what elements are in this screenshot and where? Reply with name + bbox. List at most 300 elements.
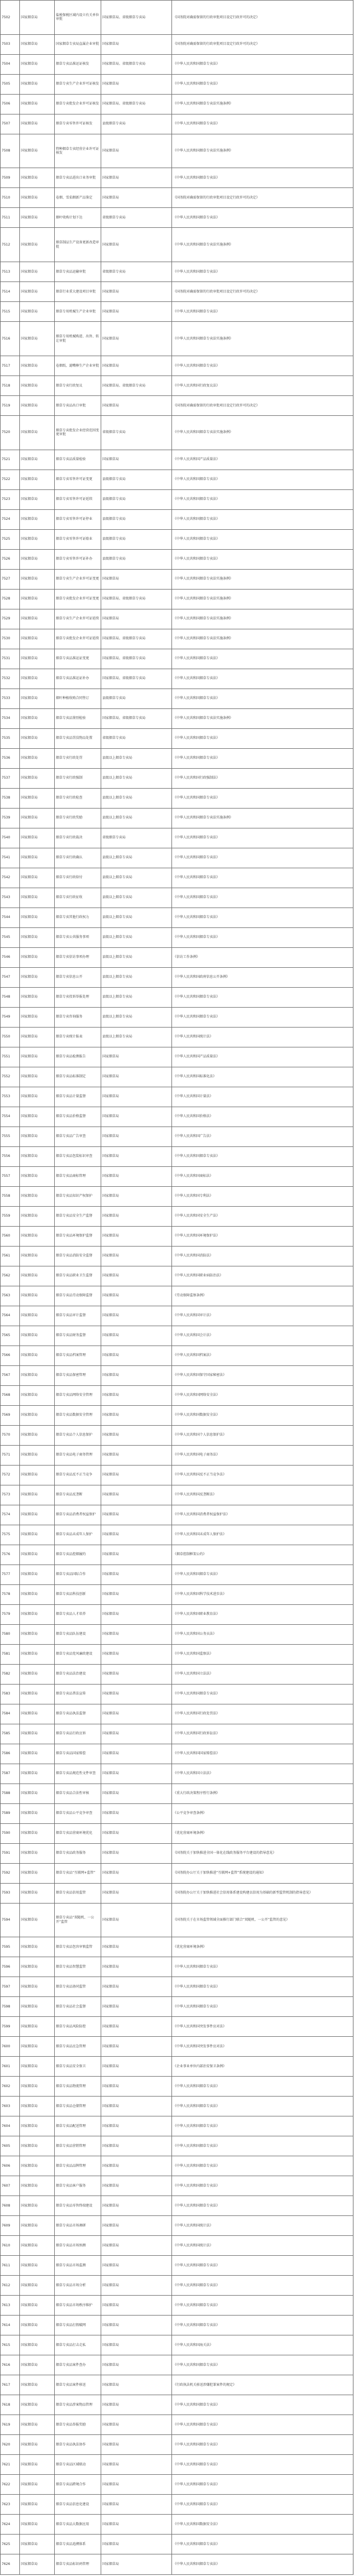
legal-basis-cell: 《中华人民共和国烟草专卖法》 [172, 2535, 353, 2554]
items-table-body [1, 1, 353, 2575]
table-row [1, 888, 353, 908]
item-name-cell: 烟草专卖品知识产权保护 [55, 1186, 101, 1206]
table-row [1, 1863, 353, 1883]
legal-basis-cell: 《中华人民共和国烟草专卖法》 [172, 489, 353, 509]
table-row [1, 1425, 353, 1445]
table-row [1, 1957, 353, 1977]
implementing-agency-cell: 国家烟草局 [101, 2276, 172, 2296]
item-name-cell: 烟草专卖行政确认 [55, 848, 101, 868]
item-number-cell: 7526 [1, 549, 20, 569]
item-name-cell: 烟草专卖品个人信息保护 [55, 1425, 101, 1445]
department-cell: 国家烟草局 [20, 708, 55, 728]
implementing-agency-cell: 国家烟草局 [101, 1505, 172, 1525]
item-name-cell: 烟草专卖品涉案物品管理 [55, 2395, 101, 2415]
table-row [1, 768, 353, 788]
item-name-cell: 烟草专卖品大数据应用 [55, 2515, 101, 2535]
department-cell: 国家烟草局 [20, 2256, 55, 2276]
implementing-agency-cell: 国家烟草局 [101, 1067, 172, 1087]
table-row [1, 2156, 353, 2176]
implementing-agency-cell: 县级以上烟草专卖局 [101, 1027, 172, 1047]
implementing-agency-cell: 县级烟草专卖局 [101, 529, 172, 549]
legal-basis-cell: 《中华人民共和国反不正当竞争法》 [172, 1465, 353, 1485]
implementing-agency-cell: 国家烟草局、省级烟草专卖局 [101, 1, 172, 35]
department-cell: 国家烟草局 [20, 2515, 55, 2535]
legal-basis-cell: 《中华人民共和国烟草专卖法》 [172, 470, 353, 489]
department-cell: 国家烟草局 [20, 1146, 55, 1166]
legal-basis-cell: 《重大行政决策程序暂行条例》 [172, 1784, 353, 1803]
department-cell: 国家烟草局 [20, 2335, 55, 2355]
implementing-agency-cell: 国家烟草局 [101, 569, 172, 589]
department-cell: 国家烟草局 [20, 74, 55, 94]
item-number-cell: 7537 [1, 768, 20, 788]
item-name-cell: 烟草专卖品队伍建设 [55, 1624, 101, 1644]
legal-basis-cell: 《中华人民共和国烟草专卖法》 [172, 868, 353, 888]
department-cell: 国家烟草局 [20, 1784, 55, 1803]
department-cell: 国家烟草局 [20, 282, 55, 302]
item-name-cell: 烟草专卖品“双随机、一公开”监管 [55, 1903, 101, 1937]
implementing-agency-cell: 国家烟草局 [101, 1385, 172, 1405]
table-row [1, 549, 353, 569]
implementing-agency-cell: 国家烟草局 [101, 356, 172, 376]
implementing-agency-cell: 国家烟草局 [101, 1445, 172, 1465]
item-number-cell: 7607 [1, 2176, 20, 2196]
item-name-cell: 盐税保税区域内设立有关单位审批 [55, 1, 101, 35]
item-name-cell: 烟草专卖品审计监督 [55, 1306, 101, 1326]
legal-basis-cell: 《中华人民共和国烟草专卖法》 [172, 1146, 353, 1166]
item-number-cell: 7564 [1, 1306, 20, 1326]
legal-basis-cell: 《中华人民共和国职业病防治法》 [172, 1266, 353, 1286]
item-name-cell: 烟草专卖品举报奖励 [55, 2415, 101, 2435]
item-name-cell: 烟草专卖品未成年人保护 [55, 1525, 101, 1545]
item-number-cell: 7519 [1, 395, 20, 415]
legal-basis-cell: 《中华人民共和国烟草专卖法实施条例》 [172, 134, 353, 168]
table-row [1, 1724, 353, 1744]
item-name-cell: 烟草专卖品财务监督 [55, 1326, 101, 1346]
item-name-cell: 烟草专卖品配送管理 [55, 2116, 101, 2136]
legal-basis-cell: 《行政执法机关移送涉嫌犯罪案件的规定》 [172, 2375, 353, 2395]
table-row [1, 2455, 353, 2475]
table-row [1, 2017, 353, 2037]
department-cell: 国家烟草局 [20, 262, 55, 282]
implementing-agency-cell: 国家烟草局 [101, 1565, 172, 1584]
department-cell: 国家烟草局 [20, 415, 55, 450]
table-row [1, 1977, 353, 1997]
legal-basis-cell: 《中华人民共和国反垄断法》 [172, 1485, 353, 1505]
legal-basis-cell: 《中华人民共和国烟草专卖法》 [172, 2176, 353, 2196]
item-number-cell: 7567 [1, 1365, 20, 1385]
item-number-cell: 7553 [1, 1087, 20, 1107]
item-name-cell: 烟草专卖品国际合作 [55, 1565, 101, 1584]
department-cell: 国家烟草局 [20, 2017, 55, 2037]
legal-basis-cell: 《中华人民共和国烟草专卖法》 [172, 2196, 353, 2216]
table-row [1, 1883, 353, 1903]
item-number-cell: 7503 [1, 34, 20, 54]
item-name-cell: 烟草专卖品应急管理 [55, 2037, 101, 2057]
legal-basis-cell: 《中华人民共和国烟草专卖法》 [172, 168, 353, 188]
table-row [1, 2335, 353, 2355]
item-name-cell: 烟草专卖品计量监督 [55, 1087, 101, 1107]
item-name-cell: 烟草专卖品信用监管 [55, 1883, 101, 1903]
table-row [1, 1525, 353, 1545]
table-row [1, 1903, 353, 1937]
item-number-cell: 7584 [1, 1704, 20, 1724]
table-row [1, 1684, 353, 1704]
department-cell: 国家烟草局 [20, 2276, 55, 2296]
legal-basis-cell: 《中华人民共和国烟草专卖法》 [172, 649, 353, 669]
legal-basis-cell: 《中华人民共和国烟草专卖法》 [172, 2554, 353, 2575]
legal-basis-cell: 《中华人民共和国烟草专卖法实施条例》 [172, 228, 353, 262]
table-row [1, 114, 353, 134]
implementing-agency-cell: 国家烟草局 [101, 1684, 172, 1704]
department-cell: 国家烟草局 [20, 1584, 55, 1604]
item-name-cell: 烟草专卖品案件移送 [55, 2375, 101, 2395]
item-name-cell: 烟草专卖品标识码管理 [55, 2554, 101, 2575]
table-row [1, 1146, 353, 1166]
implementing-agency-cell: 国家烟草局 [101, 2375, 172, 2395]
legal-basis-cell: 《中华人民共和国烟草专卖法》 [172, 2435, 353, 2455]
department-cell: 国家烟草局 [20, 1624, 55, 1644]
item-number-cell: 7549 [1, 1007, 20, 1027]
table-row [1, 1346, 353, 1365]
legal-basis-cell: 《中华人民共和国环境保护法》 [172, 1226, 353, 1246]
item-name-cell: 烟草专卖品职业卫生监督 [55, 1266, 101, 1286]
item-number-cell: 7587 [1, 1764, 20, 1784]
implementing-agency-cell: 国家烟草局 [101, 168, 172, 188]
implementing-agency-cell: 国家烟草局 [101, 2077, 172, 2097]
item-number-cell: 7555 [1, 1127, 20, 1146]
department-cell: 国家烟草局 [20, 188, 55, 208]
legal-basis-cell: 《中华人民共和国烟草专卖法》 [172, 2097, 353, 2116]
legal-basis-cell: 《中华人民共和国消防法》 [172, 1246, 353, 1266]
implementing-agency-cell: 国家烟草局 [101, 1206, 172, 1226]
legal-basis-cell: 《中华人民共和国计量法》 [172, 1087, 353, 1107]
legal-basis-cell: 《中华人民共和国烟草专卖法》 [172, 262, 353, 282]
implementing-agency-cell: 县级烟草专卖局 [101, 114, 172, 134]
implementing-agency-cell: 国家烟草局 [101, 302, 172, 322]
legal-basis-cell: 《中华人民共和国烟草专卖法》 [172, 1957, 353, 1977]
item-name-cell: 烟草专卖品安全生产监督 [55, 1206, 101, 1226]
legal-basis-cell: 《中华人民共和国烟草专卖法》 [172, 54, 353, 74]
item-name-cell: 烟草专卖信访事项办理 [55, 947, 101, 967]
legal-basis-cell: 《中华人民共和国保守国家秘密法》 [172, 1365, 353, 1385]
implementing-agency-cell: 国家烟草局 [101, 1843, 172, 1863]
legal-basis-cell: 《中华人民共和国统计法》 [172, 2236, 353, 2256]
item-name-cell: 烟草专卖品出口审批 [55, 395, 101, 415]
table-row [1, 1047, 353, 1067]
implementing-agency-cell: 国家烟草局、省级烟草专卖局 [101, 589, 172, 609]
department-cell: 国家烟草局 [20, 2156, 55, 2176]
item-number-cell: 7625 [1, 2535, 20, 2554]
item-number-cell: 7604 [1, 2116, 20, 2136]
item-number-cell: 7550 [1, 1027, 20, 1047]
department-cell: 国家烟草局 [20, 2116, 55, 2136]
implementing-agency-cell: 国家烟草局 [101, 1664, 172, 1684]
legal-basis-cell: 《中华人民共和国烟草专卖法》 [172, 1977, 353, 1997]
item-name-cell: 卷烟纸、滤嘴棒生产企业审批 [55, 356, 101, 376]
table-row [1, 450, 353, 470]
item-number-cell: 7571 [1, 1445, 20, 1465]
implementing-agency-cell: 县级以上烟草专卖局 [101, 748, 172, 768]
legal-basis-cell: 《中华人民共和国烟草专卖法》 [172, 114, 353, 134]
table-row [1, 1, 353, 35]
department-cell: 国家烟草局 [20, 54, 55, 74]
department-cell: 国家烟草局 [20, 2316, 55, 2335]
item-name-cell: 烟草专卖品国家赔偿 [55, 1744, 101, 1764]
implementing-agency-cell: 国家烟草局 [101, 1903, 172, 1937]
item-number-cell: 7609 [1, 2216, 20, 2236]
department-cell: 国家烟草局 [20, 470, 55, 489]
table-row [1, 728, 353, 748]
item-number-cell: 7512 [1, 228, 20, 262]
legal-basis-cell: 《中华人民共和国烟草专卖法实施条例》 [172, 415, 353, 450]
department-cell: 国家烟草局 [20, 2475, 55, 2495]
item-name-cell: 烟草专卖统计报表 [55, 1027, 101, 1047]
implementing-agency-cell: 省级烟草专卖局 [101, 415, 172, 450]
legal-basis-cell: 《中华人民共和国烟草专卖法》 [172, 2116, 353, 2136]
item-number-cell: 7539 [1, 808, 20, 828]
table-row [1, 1127, 353, 1146]
table-row [1, 1843, 353, 1863]
item-number-cell: 7560 [1, 1226, 20, 1246]
item-number-cell: 7588 [1, 1784, 20, 1803]
implementing-agency-cell: 国家烟草局 [101, 2216, 172, 2236]
legal-basis-cell: 《中华人民共和国烟草专卖法》 [172, 302, 353, 322]
item-name-cell: 烟草专卖品安全保卫 [55, 2057, 101, 2077]
department-cell: 国家烟草局 [20, 1684, 55, 1704]
department-cell: 国家烟草局 [20, 828, 55, 848]
implementing-agency-cell: 国家烟草局 [101, 1957, 172, 1977]
implementing-agency-cell: 国家烟草局 [101, 1286, 172, 1306]
legal-basis-cell: 《中华人民共和国烟草专卖法实施条例》 [172, 322, 353, 356]
item-name-cell: 烟草专卖品检测报告 [55, 1047, 101, 1067]
item-name-cell: 烟草制品生产设备更新改造审批 [55, 228, 101, 262]
item-number-cell: 7620 [1, 2435, 20, 2455]
legal-basis-cell: 《中华人民共和国未成年人保护法》 [172, 1525, 353, 1545]
item-name-cell: 烟草专卖品物流管理 [55, 2077, 101, 2097]
department-cell: 国家烟草局 [20, 569, 55, 589]
implementing-agency-cell: 国家烟草局 [101, 1346, 172, 1365]
department-cell: 国家烟草局 [20, 649, 55, 669]
legal-basis-cell: 《中华人民共和国烟草专卖法》 [172, 669, 353, 689]
legal-basis-cell: 《公平竞争审查条例》 [172, 1803, 353, 1823]
table-row [1, 2116, 353, 2136]
implementing-agency-cell: 国家烟草局 [101, 2335, 172, 2355]
item-number-cell: 7611 [1, 2256, 20, 2276]
legal-basis-cell: 《中华人民共和国烟草专卖法》 [172, 728, 353, 748]
item-number-cell: 7529 [1, 609, 20, 629]
table-row [1, 2355, 353, 2375]
item-name-cell: 烟草专卖品品牌管理 [55, 2156, 101, 2176]
legal-basis-cell: 《中华人民共和国烟草专卖法》 [172, 987, 353, 1007]
legal-basis-cell: 《中华人民共和国烟草专卖法》 [172, 927, 353, 947]
implementing-agency-cell: 县级烟草专卖局 [101, 689, 172, 708]
table-row [1, 1067, 353, 1087]
table-row [1, 302, 353, 322]
table-row [1, 2435, 353, 2455]
item-number-cell: 7572 [1, 1465, 20, 1485]
item-name-cell: 烟草专卖品保密管理 [55, 1365, 101, 1385]
department-cell: 国家烟草局 [20, 1186, 55, 1206]
item-name-cell: 烟草专卖品市场调研 [55, 2216, 101, 2236]
legal-basis-cell: 《中华人民共和国烟草专卖法》 [172, 2296, 353, 2316]
table-row [1, 1604, 353, 1624]
department-cell: 国家烟草局 [20, 1664, 55, 1684]
table-row [1, 415, 353, 450]
item-name-cell: 烟草专卖生产企业许可证延续 [55, 609, 101, 629]
legal-basis-cell: 《中华人民共和国行政强制法》 [172, 768, 353, 788]
table-row [1, 2296, 353, 2316]
legal-basis-cell: 《国务院对确需保留的行政审批项目设定行政许可的决定》 [172, 34, 353, 54]
item-name-cell: 烟草专卖品电子商务管理 [55, 1445, 101, 1465]
table-row [1, 228, 353, 262]
department-cell: 国家烟草局 [20, 1246, 55, 1266]
table-row [1, 94, 353, 114]
table-row [1, 1286, 353, 1306]
department-cell: 国家烟草局 [20, 927, 55, 947]
item-name-cell: 卷烟、雪茄烟新产品鉴定 [55, 188, 101, 208]
department-cell: 国家烟草局 [20, 1166, 55, 1186]
item-number-cell: 7583 [1, 1684, 20, 1704]
item-number-cell: 7577 [1, 1565, 20, 1584]
table-row [1, 489, 353, 509]
item-number-cell: 7580 [1, 1624, 20, 1644]
item-name-cell: 烟草专卖品消费者权益保护 [55, 1505, 101, 1525]
item-name-cell: 烟草专卖零售许可证延续 [55, 489, 101, 509]
implementing-agency-cell: 国家烟草局、省级烟草专卖局 [101, 708, 172, 728]
item-name-cell: 烟草专卖零售许可证歇业 [55, 529, 101, 549]
legal-basis-cell: 《中华人民共和国烟草专卖法》 [172, 689, 353, 708]
item-number-cell: 7576 [1, 1545, 20, 1565]
table-row [1, 2196, 353, 2216]
table-row [1, 609, 353, 629]
table-row [1, 509, 353, 529]
implementing-agency-cell: 国家烟草局 [101, 1977, 172, 1997]
item-number-cell: 7593 [1, 1883, 20, 1903]
item-number-cell: 7613 [1, 2296, 20, 2316]
item-name-cell: 烟草专卖行政裁决 [55, 828, 101, 848]
legal-basis-cell: 《中华人民共和国烟草专卖法》 [172, 2276, 353, 2296]
item-name-cell: 烟草专卖品追溯体系 [55, 2535, 101, 2554]
table-row [1, 649, 353, 669]
table-row [1, 927, 353, 947]
department-cell: 国家烟草局 [20, 302, 55, 322]
implementing-agency-cell: 国家烟草局 [101, 2116, 172, 2136]
table-row [1, 208, 353, 228]
item-number-cell: 7554 [1, 1107, 20, 1127]
table-row [1, 848, 353, 868]
legal-basis-cell: 《中华人民共和国海关法》 [172, 2335, 353, 2355]
department-cell: 国家烟草局 [20, 589, 55, 609]
implementing-agency-cell: 省级烟草专卖局 [101, 728, 172, 748]
implementing-agency-cell: 国家烟草局 [101, 1306, 172, 1326]
department-cell: 国家烟草局 [20, 395, 55, 415]
legal-basis-cell: 《中华人民共和国烟草专卖法》 [172, 356, 353, 376]
legal-basis-cell: 《烟草控制框架公约》 [172, 1545, 353, 1565]
item-name-cell: 烟草专用机械购进、出售、转让审批 [55, 322, 101, 356]
item-number-cell: 7504 [1, 54, 20, 74]
table-row [1, 2256, 353, 2276]
table-row [1, 1624, 353, 1644]
legal-basis-cell: 《中华人民共和国烟草专卖法》 [172, 2395, 353, 2415]
implementing-agency-cell: 国家烟草局 [101, 1764, 172, 1784]
implementing-agency-cell: 国家烟草局 [101, 2037, 172, 2057]
table-row [1, 34, 353, 54]
implementing-agency-cell: 国家烟草局 [101, 2316, 172, 2335]
department-cell: 国家烟草局 [20, 888, 55, 908]
item-name-cell: 烟草专卖公共服务事项 [55, 927, 101, 947]
legal-basis-cell: 《中华人民共和国烟草专卖法》 [172, 2256, 353, 2276]
item-number-cell: 7600 [1, 2037, 20, 2057]
table-row [1, 356, 353, 376]
table-row [1, 967, 353, 987]
implementing-agency-cell: 国家烟草局 [101, 1266, 172, 1286]
item-number-cell: 7534 [1, 708, 20, 728]
department-cell: 国家烟草局 [20, 1823, 55, 1843]
department-cell: 国家烟草局 [20, 549, 55, 569]
table-row [1, 134, 353, 168]
department-cell: 国家烟草局 [20, 2435, 55, 2455]
legal-basis-cell: 《中华人民共和国个人信息保护法》 [172, 1425, 353, 1445]
item-name-cell: 烟草专卖零售许可证核发 [55, 114, 101, 134]
table-row [1, 1087, 353, 1107]
item-number-cell: 7544 [1, 908, 20, 927]
item-name-cell: 烟草专卖品社会监督 [55, 1997, 101, 2017]
table-row [1, 1365, 353, 1385]
department-cell: 国家烟草局 [20, 1445, 55, 1465]
implementing-agency-cell: 县级烟草专卖局 [101, 470, 172, 489]
table-row [1, 529, 353, 549]
legal-basis-cell: 《中华人民共和国行政复议法》 [172, 376, 353, 395]
item-name-cell: 烟草专卖品市场监测 [55, 2256, 101, 2276]
department-cell: 国家烟草局 [20, 114, 55, 134]
legal-basis-cell: 《中华人民共和国烟草专卖法》 [172, 888, 353, 908]
department-cell: 国家烟草局 [20, 1724, 55, 1744]
item-name-cell: 烟草专卖品劳动保障监督 [55, 1286, 101, 1306]
table-row [1, 188, 353, 208]
table-row [1, 1226, 353, 1246]
legal-basis-cell: 《中华人民共和国立法法》 [172, 1664, 353, 1684]
table-row [1, 1405, 353, 1425]
table-row [1, 589, 353, 609]
legal-basis-cell: 《国务院对确需保留的行政审批项目设定行政许可的决定》 [172, 282, 353, 302]
item-number-cell: 7561 [1, 1246, 20, 1266]
implementing-agency-cell: 国家烟草局 [101, 2017, 172, 2037]
department-cell: 国家烟草局 [20, 1286, 55, 1306]
item-number-cell: 7532 [1, 669, 20, 689]
table-row [1, 1997, 353, 2017]
item-number-cell: 7615 [1, 2335, 20, 2355]
table-row [1, 689, 353, 708]
implementing-agency-cell: 国家烟草局 [101, 228, 172, 262]
department-cell: 国家烟草局 [20, 1306, 55, 1326]
legal-basis-cell: 《中华人民共和国烟草专卖法》 [172, 2316, 353, 2335]
table-row [1, 1505, 353, 1525]
implementing-agency-cell: 国家烟草局 [101, 1405, 172, 1425]
implementing-agency-cell: 县级烟草专卖局 [101, 489, 172, 509]
item-number-cell: 7521 [1, 450, 20, 470]
item-number-cell: 7535 [1, 728, 20, 748]
table-row [1, 708, 353, 728]
legal-basis-cell: 《中华人民共和国烟草专卖法》 [172, 2475, 353, 2495]
department-cell: 国家烟草局 [20, 1744, 55, 1764]
item-number-cell: 7614 [1, 2316, 20, 2335]
item-number-cell: 7568 [1, 1385, 20, 1405]
legal-basis-cell: 《中华人民共和国审计法》 [172, 1306, 353, 1326]
item-number-cell: 7540 [1, 828, 20, 848]
item-name-cell: 烟草专卖行政复议 [55, 376, 101, 395]
item-number-cell: 7563 [1, 1286, 20, 1306]
item-name-cell: 烟草专卖品信息化建设 [55, 2495, 101, 2515]
